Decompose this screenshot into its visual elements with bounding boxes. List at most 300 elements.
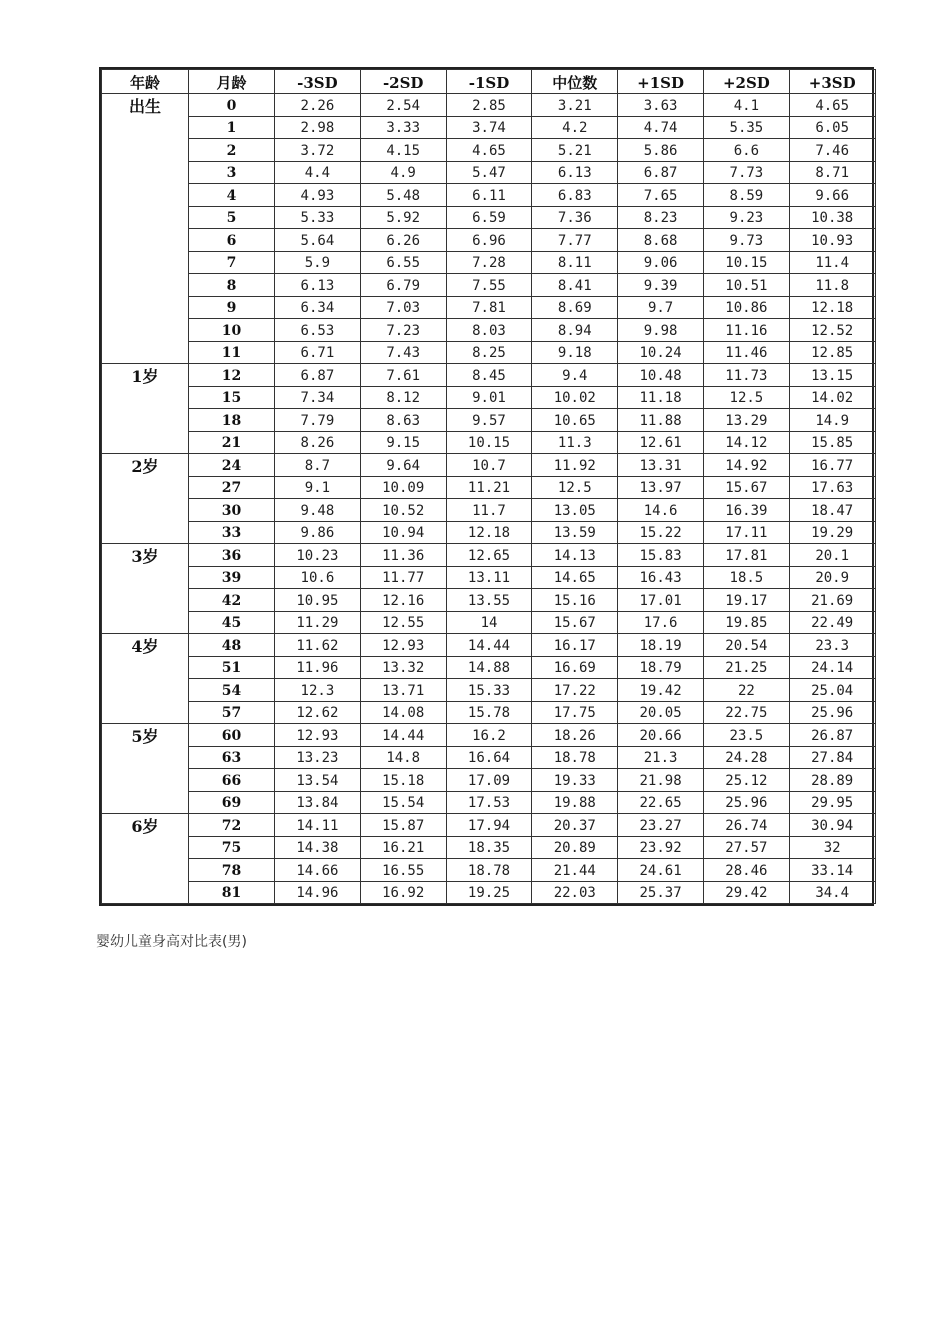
growth-standard-table	[101, 69, 876, 904]
value-cell: 2.54	[360, 94, 446, 117]
value-cell: 11.62	[275, 634, 361, 657]
value-cell: 13.23	[275, 746, 361, 769]
value-cell: 15.85	[789, 431, 875, 454]
value-cell: 13.54	[275, 769, 361, 792]
value-cell: 6.13	[275, 274, 361, 297]
month-cell: 69	[189, 791, 275, 814]
value-cell: 12.5	[532, 476, 618, 499]
table-row	[102, 341, 876, 364]
table-row	[102, 701, 876, 724]
table-row	[102, 251, 876, 274]
value-cell: 17.6	[618, 611, 704, 634]
month-cell: 54	[189, 679, 275, 702]
value-cell: 9.1	[275, 476, 361, 499]
age-cell	[102, 589, 189, 612]
month-cell: 45	[189, 611, 275, 634]
value-cell: 19.42	[618, 679, 704, 702]
value-cell: 14.8	[360, 746, 446, 769]
value-cell: 8.03	[446, 319, 532, 342]
value-cell: 13.15	[789, 364, 875, 387]
value-cell: 11.21	[446, 476, 532, 499]
value-cell: 7.43	[360, 341, 446, 364]
header-minus-2sd: -2SD	[360, 70, 446, 94]
age-cell	[102, 611, 189, 634]
month-cell: 1	[189, 116, 275, 139]
value-cell: 19.88	[532, 791, 618, 814]
value-cell: 33.14	[789, 859, 875, 882]
value-cell: 6.83	[532, 184, 618, 207]
value-cell: 7.79	[275, 409, 361, 432]
table-row	[102, 476, 876, 499]
value-cell: 6.79	[360, 274, 446, 297]
value-cell: 4.2	[532, 116, 618, 139]
value-cell: 14.96	[275, 881, 361, 904]
value-cell: 18.5	[703, 566, 789, 589]
value-cell: 7.77	[532, 229, 618, 252]
table-row	[102, 769, 876, 792]
value-cell: 6.05	[789, 116, 875, 139]
value-cell: 8.71	[789, 161, 875, 184]
value-cell: 6.53	[275, 319, 361, 342]
header-median: 中位数	[532, 70, 618, 94]
value-cell: 8.69	[532, 296, 618, 319]
value-cell: 14.44	[360, 724, 446, 747]
header-plus-3sd: +3SD	[789, 70, 875, 94]
value-cell: 3.21	[532, 94, 618, 117]
value-cell: 10.48	[618, 364, 704, 387]
value-cell: 13.05	[532, 499, 618, 522]
table-row	[102, 161, 876, 184]
value-cell: 24.61	[618, 859, 704, 882]
age-cell	[102, 859, 189, 882]
value-cell: 15.16	[532, 589, 618, 612]
value-cell: 6.55	[360, 251, 446, 274]
table-row	[102, 814, 876, 837]
value-cell: 4.15	[360, 139, 446, 162]
age-cell	[102, 836, 189, 859]
value-cell: 8.25	[446, 341, 532, 364]
value-cell: 12.55	[360, 611, 446, 634]
value-cell: 27.57	[703, 836, 789, 859]
header-minus-3sd: -3SD	[275, 70, 361, 94]
value-cell: 8.11	[532, 251, 618, 274]
age-cell	[102, 701, 189, 724]
age-cell: 4岁	[102, 634, 189, 657]
value-cell: 15.67	[703, 476, 789, 499]
value-cell: 9.86	[275, 521, 361, 544]
value-cell: 3.74	[446, 116, 532, 139]
month-cell: 21	[189, 431, 275, 454]
value-cell: 14.88	[446, 656, 532, 679]
table-row	[102, 116, 876, 139]
value-cell: 5.92	[360, 206, 446, 229]
value-cell: 9.48	[275, 499, 361, 522]
header-minus-1sd: -1SD	[446, 70, 532, 94]
table-row	[102, 791, 876, 814]
value-cell: 6.71	[275, 341, 361, 364]
month-cell: 72	[189, 814, 275, 837]
value-cell: 10.94	[360, 521, 446, 544]
value-cell: 15.33	[446, 679, 532, 702]
month-cell: 81	[189, 881, 275, 904]
value-cell: 10.95	[275, 589, 361, 612]
value-cell: 9.7	[618, 296, 704, 319]
value-cell: 30.94	[789, 814, 875, 837]
value-cell: 18.35	[446, 836, 532, 859]
age-cell	[102, 296, 189, 319]
value-cell: 21.44	[532, 859, 618, 882]
age-cell	[102, 521, 189, 544]
value-cell: 23.5	[703, 724, 789, 747]
month-cell: 3	[189, 161, 275, 184]
age-cell	[102, 769, 189, 792]
value-cell: 13.71	[360, 679, 446, 702]
value-cell: 15.83	[618, 544, 704, 567]
value-cell: 27.84	[789, 746, 875, 769]
age-cell	[102, 409, 189, 432]
value-cell: 8.41	[532, 274, 618, 297]
value-cell: 25.96	[703, 791, 789, 814]
value-cell: 9.57	[446, 409, 532, 432]
value-cell: 10.86	[703, 296, 789, 319]
value-cell: 5.9	[275, 251, 361, 274]
value-cell: 16.64	[446, 746, 532, 769]
age-cell	[102, 566, 189, 589]
value-cell: 3.72	[275, 139, 361, 162]
value-cell: 8.94	[532, 319, 618, 342]
value-cell: 10.6	[275, 566, 361, 589]
value-cell: 19.25	[446, 881, 532, 904]
value-cell: 7.46	[789, 139, 875, 162]
value-cell: 12.5	[703, 386, 789, 409]
header-row	[102, 70, 876, 94]
value-cell: 10.15	[703, 251, 789, 274]
value-cell: 5.47	[446, 161, 532, 184]
value-cell: 8.45	[446, 364, 532, 387]
value-cell: 2.26	[275, 94, 361, 117]
value-cell: 14.11	[275, 814, 361, 837]
value-cell: 9.4	[532, 364, 618, 387]
value-cell: 12.85	[789, 341, 875, 364]
age-cell	[102, 161, 189, 184]
value-cell: 13.55	[446, 589, 532, 612]
month-cell: 10	[189, 319, 275, 342]
value-cell: 18.47	[789, 499, 875, 522]
value-cell: 17.01	[618, 589, 704, 612]
value-cell: 12.62	[275, 701, 361, 724]
month-cell: 6	[189, 229, 275, 252]
value-cell: 14.65	[532, 566, 618, 589]
month-cell: 24	[189, 454, 275, 477]
value-cell: 19.33	[532, 769, 618, 792]
table-row	[102, 184, 876, 207]
value-cell: 16.21	[360, 836, 446, 859]
month-cell: 27	[189, 476, 275, 499]
value-cell: 22.65	[618, 791, 704, 814]
value-cell: 20.1	[789, 544, 875, 567]
value-cell: 25.37	[618, 881, 704, 904]
value-cell: 19.17	[703, 589, 789, 612]
age-cell	[102, 431, 189, 454]
value-cell: 14.13	[532, 544, 618, 567]
value-cell: 19.85	[703, 611, 789, 634]
month-cell: 12	[189, 364, 275, 387]
value-cell: 14.08	[360, 701, 446, 724]
value-cell: 14.92	[703, 454, 789, 477]
value-cell: 16.2	[446, 724, 532, 747]
value-cell: 13.11	[446, 566, 532, 589]
value-cell: 16.39	[703, 499, 789, 522]
value-cell: 12.3	[275, 679, 361, 702]
value-cell: 10.52	[360, 499, 446, 522]
value-cell: 4.9	[360, 161, 446, 184]
month-cell: 30	[189, 499, 275, 522]
table-row	[102, 94, 876, 117]
value-cell: 16.17	[532, 634, 618, 657]
value-cell: 23.27	[618, 814, 704, 837]
value-cell: 22	[703, 679, 789, 702]
age-cell	[102, 319, 189, 342]
value-cell: 21.69	[789, 589, 875, 612]
age-cell: 6岁	[102, 814, 189, 837]
header-age: 年龄	[102, 70, 189, 94]
value-cell: 5.64	[275, 229, 361, 252]
value-cell: 8.12	[360, 386, 446, 409]
value-cell: 23.92	[618, 836, 704, 859]
value-cell: 11.29	[275, 611, 361, 634]
value-cell: 14.9	[789, 409, 875, 432]
value-cell: 32	[789, 836, 875, 859]
value-cell: 7.73	[703, 161, 789, 184]
table-row	[102, 589, 876, 612]
value-cell: 11.36	[360, 544, 446, 567]
value-cell: 20.54	[703, 634, 789, 657]
value-cell: 13.32	[360, 656, 446, 679]
age-cell	[102, 251, 189, 274]
value-cell: 17.94	[446, 814, 532, 837]
month-cell: 15	[189, 386, 275, 409]
value-cell: 7.28	[446, 251, 532, 274]
age-cell: 出生	[102, 94, 189, 117]
month-cell: 4	[189, 184, 275, 207]
age-cell	[102, 116, 189, 139]
value-cell: 16.43	[618, 566, 704, 589]
table-row	[102, 521, 876, 544]
value-cell: 26.74	[703, 814, 789, 837]
value-cell: 12.16	[360, 589, 446, 612]
value-cell: 11.96	[275, 656, 361, 679]
value-cell: 29.42	[703, 881, 789, 904]
value-cell: 9.64	[360, 454, 446, 477]
value-cell: 20.05	[618, 701, 704, 724]
table-row	[102, 409, 876, 432]
age-cell	[102, 499, 189, 522]
table-caption: 婴幼儿童身高对比表(男)	[96, 934, 247, 950]
value-cell: 14.66	[275, 859, 361, 882]
value-cell: 16.69	[532, 656, 618, 679]
value-cell: 25.04	[789, 679, 875, 702]
header-month: 月龄	[189, 70, 275, 94]
table-row	[102, 454, 876, 477]
value-cell: 9.73	[703, 229, 789, 252]
value-cell: 11.73	[703, 364, 789, 387]
value-cell: 11.46	[703, 341, 789, 364]
age-cell: 3岁	[102, 544, 189, 567]
value-cell: 21.25	[703, 656, 789, 679]
value-cell: 20.37	[532, 814, 618, 837]
value-cell: 4.74	[618, 116, 704, 139]
age-cell: 5岁	[102, 724, 189, 747]
age-cell: 2岁	[102, 454, 189, 477]
value-cell: 6.87	[618, 161, 704, 184]
value-cell: 4.93	[275, 184, 361, 207]
age-cell	[102, 139, 189, 162]
value-cell: 7.65	[618, 184, 704, 207]
value-cell: 13.59	[532, 521, 618, 544]
value-cell: 12.18	[789, 296, 875, 319]
value-cell: 22.03	[532, 881, 618, 904]
table-row	[102, 566, 876, 589]
age-cell	[102, 746, 189, 769]
month-cell: 48	[189, 634, 275, 657]
value-cell: 2.85	[446, 94, 532, 117]
value-cell: 11.77	[360, 566, 446, 589]
table-row	[102, 364, 876, 387]
table-row	[102, 634, 876, 657]
value-cell: 24.28	[703, 746, 789, 769]
month-cell: 8	[189, 274, 275, 297]
value-cell: 15.54	[360, 791, 446, 814]
value-cell: 13.97	[618, 476, 704, 499]
month-cell: 63	[189, 746, 275, 769]
value-cell: 7.03	[360, 296, 446, 319]
value-cell: 4.1	[703, 94, 789, 117]
value-cell: 18.26	[532, 724, 618, 747]
value-cell: 12.52	[789, 319, 875, 342]
value-cell: 24.14	[789, 656, 875, 679]
value-cell: 4.4	[275, 161, 361, 184]
age-cell	[102, 184, 189, 207]
age-cell	[102, 274, 189, 297]
value-cell: 25.96	[789, 701, 875, 724]
value-cell: 12.65	[446, 544, 532, 567]
value-cell: 11.8	[789, 274, 875, 297]
table-row	[102, 386, 876, 409]
month-cell: 36	[189, 544, 275, 567]
age-cell	[102, 881, 189, 904]
table-row	[102, 881, 876, 904]
value-cell: 15.78	[446, 701, 532, 724]
value-cell: 10.93	[789, 229, 875, 252]
value-cell: 6.6	[703, 139, 789, 162]
table-row	[102, 431, 876, 454]
value-cell: 16.92	[360, 881, 446, 904]
value-cell: 3.63	[618, 94, 704, 117]
value-cell: 9.98	[618, 319, 704, 342]
value-cell: 10.51	[703, 274, 789, 297]
value-cell: 10.24	[618, 341, 704, 364]
month-cell: 39	[189, 566, 275, 589]
value-cell: 6.87	[275, 364, 361, 387]
table-row	[102, 274, 876, 297]
value-cell: 29.95	[789, 791, 875, 814]
age-cell	[102, 656, 189, 679]
month-cell: 42	[189, 589, 275, 612]
value-cell: 22.49	[789, 611, 875, 634]
table-body	[102, 94, 876, 904]
value-cell: 9.18	[532, 341, 618, 364]
value-cell: 20.89	[532, 836, 618, 859]
header-plus-1sd: +1SD	[618, 70, 704, 94]
value-cell: 14.38	[275, 836, 361, 859]
table-row	[102, 229, 876, 252]
value-cell: 17.81	[703, 544, 789, 567]
value-cell: 26.87	[789, 724, 875, 747]
value-cell: 11.88	[618, 409, 704, 432]
table-row	[102, 206, 876, 229]
month-cell: 0	[189, 94, 275, 117]
age-cell	[102, 341, 189, 364]
value-cell: 16.77	[789, 454, 875, 477]
table-row	[102, 724, 876, 747]
value-cell: 10.02	[532, 386, 618, 409]
month-cell: 11	[189, 341, 275, 364]
value-cell: 8.26	[275, 431, 361, 454]
value-cell: 16.55	[360, 859, 446, 882]
value-cell: 20.9	[789, 566, 875, 589]
value-cell: 6.26	[360, 229, 446, 252]
value-cell: 13.31	[618, 454, 704, 477]
value-cell: 14.44	[446, 634, 532, 657]
value-cell: 17.22	[532, 679, 618, 702]
value-cell: 10.23	[275, 544, 361, 567]
value-cell: 7.34	[275, 386, 361, 409]
value-cell: 11.16	[703, 319, 789, 342]
value-cell: 8.7	[275, 454, 361, 477]
age-cell	[102, 206, 189, 229]
value-cell: 22.75	[703, 701, 789, 724]
table-row	[102, 296, 876, 319]
value-cell: 15.18	[360, 769, 446, 792]
month-cell: 60	[189, 724, 275, 747]
value-cell: 17.63	[789, 476, 875, 499]
value-cell: 12.61	[618, 431, 704, 454]
age-cell	[102, 679, 189, 702]
table-row	[102, 544, 876, 567]
value-cell: 12.18	[446, 521, 532, 544]
value-cell: 11.18	[618, 386, 704, 409]
value-cell: 9.06	[618, 251, 704, 274]
value-cell: 9.01	[446, 386, 532, 409]
value-cell: 5.33	[275, 206, 361, 229]
value-cell: 4.65	[446, 139, 532, 162]
value-cell: 10.38	[789, 206, 875, 229]
value-cell: 7.55	[446, 274, 532, 297]
value-cell: 6.11	[446, 184, 532, 207]
month-cell: 9	[189, 296, 275, 319]
month-cell: 18	[189, 409, 275, 432]
value-cell: 9.15	[360, 431, 446, 454]
value-cell: 6.13	[532, 161, 618, 184]
month-cell: 51	[189, 656, 275, 679]
value-cell: 8.63	[360, 409, 446, 432]
value-cell: 15.67	[532, 611, 618, 634]
age-cell	[102, 476, 189, 499]
value-cell: 12.93	[360, 634, 446, 657]
month-cell: 57	[189, 701, 275, 724]
value-cell: 11.92	[532, 454, 618, 477]
table-row	[102, 859, 876, 882]
